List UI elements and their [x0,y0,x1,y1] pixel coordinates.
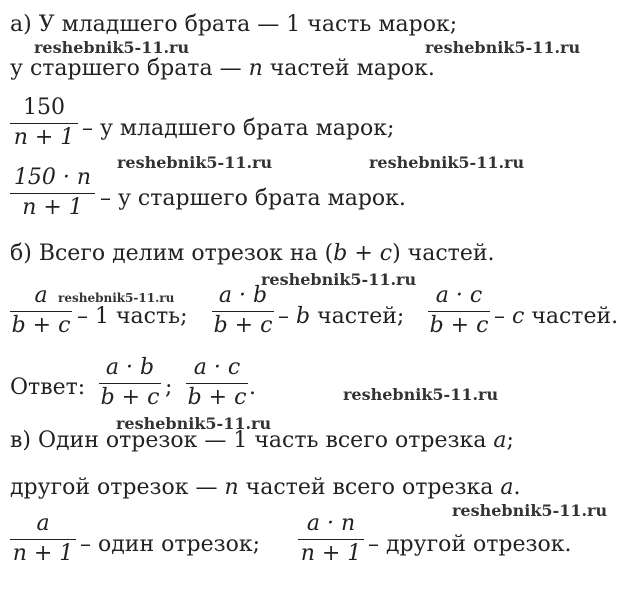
fraction-denominator: b + c [187,385,247,410]
part-a-line-1 [10,14,457,36]
fraction-bar [428,311,490,312]
watermark: reshebnik5-11.ru [58,291,175,305]
part-b-line-1-suffix: ) частей. [392,241,495,266]
fraction-numerator: a [34,283,48,308]
watermark: reshebnik5-11.ru [369,153,525,172]
part-a-line-1-text: а) У младшего брата — 1 часть марок; [10,12,458,37]
part-c-line-1 [10,430,514,452]
part-c-line-2-mid: частей всего отрезка [238,475,501,500]
part-b-fraction-2-text-var: b [296,304,311,329]
watermark: reshebnik5-11.ru [261,270,417,289]
part-b-fraction-2 [212,285,274,337]
fraction-bar [212,311,274,312]
part-c-fraction-2 [298,513,364,565]
fraction-denominator: b + c [213,313,273,338]
fraction-denominator: n + 1 [300,541,362,566]
fraction-numerator: a · c [193,355,241,380]
watermark: reshebnik5-11.ru [34,38,190,57]
answer-fraction-1 [99,357,161,409]
part-c-line-1-prefix: в) Один отрезок — 1 часть всего отрезка [10,428,494,453]
fraction-denominator: b + c [429,313,489,338]
watermark: reshebnik5-11.ru [116,414,272,433]
part-b-fraction-3-text [494,306,618,328]
part-c-line-1-var: a [493,428,507,453]
fraction-numerator: a · n [306,511,356,536]
part-c-line-1-suffix: ; [506,428,514,453]
answer-end: . [249,375,256,400]
fraction-numerator: a · c [435,283,483,308]
part-a-line-2-var: n [248,56,263,81]
part-c-fraction-1-text: – один отрезок; [80,532,261,557]
answer-separator: ; [165,375,173,400]
part-c-line-2 [10,477,521,499]
watermark: reshebnik5-11.ru [343,385,499,404]
part-c-fraction-1 [10,513,76,565]
fraction-bar [186,383,248,384]
fraction-denominator: n + 1 [12,541,74,566]
fraction-numerator: 150 [23,95,65,120]
fraction-denominator: n + 1 [22,195,83,220]
part-b-fraction-3-text-prefix: – [494,304,512,329]
fraction-numerator: a · b [218,283,268,308]
watermark: reshebnik5-11.ru [117,153,273,172]
part-b-fraction-2-text-prefix: – [278,304,296,329]
fraction-bar [99,383,161,384]
part-c-line-2-var: n [224,475,239,500]
fraction-bar [298,539,364,540]
fraction-denominator: b + c [100,385,160,410]
part-a-line-2 [10,58,435,80]
fraction-numerator: a [36,511,50,536]
fraction-bar [10,539,76,540]
part-a-fraction-2-text: – у старшего брата марок. [100,186,406,211]
part-b-fraction-2-text-suffix: частей; [310,304,405,329]
fraction-bar [10,311,72,312]
part-a-fraction-1-text: – у младшего брата марок; [82,116,395,141]
fraction-numerator: 150 · n [13,165,92,190]
part-c-fraction-2-text: – другой отрезок. [368,532,572,557]
part-b-fraction-3-text-var: c [512,304,525,329]
part-c-line-2-suffix: . [513,475,521,500]
fraction-numerator: a · b [105,355,155,380]
answer-label: Ответ: [10,375,86,400]
part-b-line-1-prefix: б) Всего делим отрезок на ( [10,241,334,266]
fraction-denominator: b + c [11,313,71,338]
watermark: reshebnik5-11.ru [452,501,608,520]
part-c-line-2-prefix: другой отрезок — [10,475,225,500]
part-a-line-2-suffix: частей марок. [262,56,435,81]
part-a-fraction-2 [10,167,95,219]
fraction-bar [10,123,78,124]
fraction-bar [10,193,95,194]
part-a-fraction-1 [10,97,78,149]
fraction-denominator: n + 1 [13,125,75,150]
part-b-line-1 [10,243,495,265]
part-c-line-2-var2: a [500,475,514,500]
watermark: reshebnik5-11.ru [425,38,581,57]
part-a-line-2-prefix: у старшего брата — [10,56,249,81]
part-b-fraction-3-text-suffix: частей. [524,304,619,329]
part-b-fraction-3 [428,285,490,337]
part-b-fraction-1-text: – 1 часть; [77,304,188,329]
answer-fraction-2 [186,357,248,409]
part-b-fraction-2-text [278,306,404,328]
part-b-line-1-var: b + c [333,241,393,266]
